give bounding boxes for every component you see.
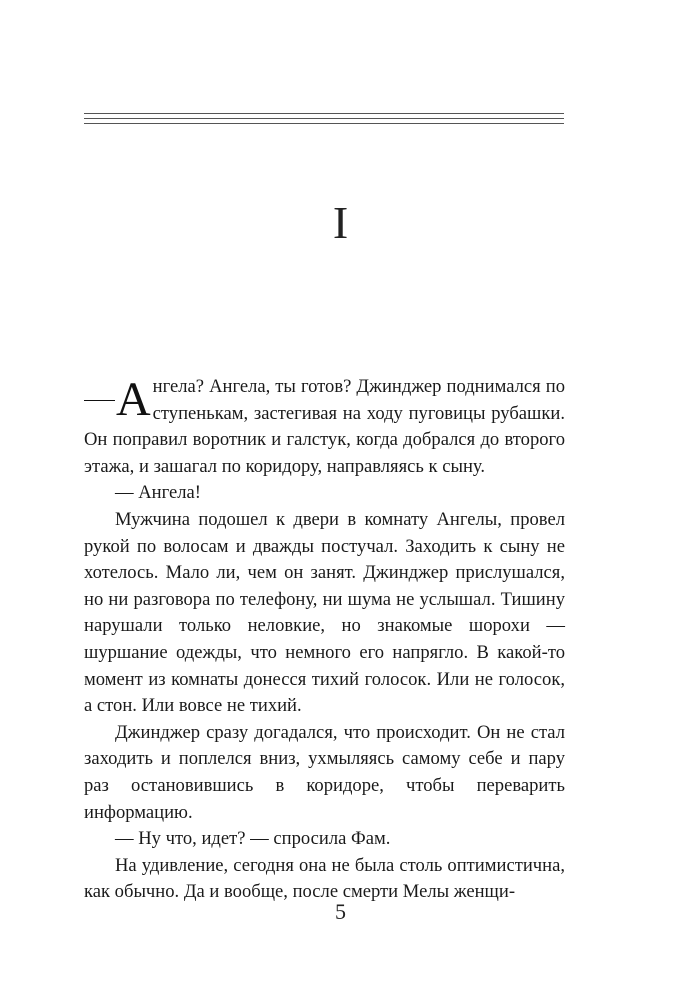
paragraph-text: нгела? Ангела, ты готов? Джинджер поднимался по ступенькам, застегивая на ходу пуговицы рубашки. Он поправил воротник и галстук, когда добрался до второго этажа, и зашагал по коридору, направляясь к сыну. bbox=[84, 376, 565, 477]
paragraph bbox=[84, 374, 565, 480]
dialogue-dash bbox=[84, 400, 115, 401]
paragraph: Мужчина подошел к двери в комнату Ангелы, провел рукой по волосам и дважды постучал. Заходить к сыну не хотелось. Мало ли, чем он занят. Джинджер прислушался, но ни разговора по телефону, ни шума не услышал. Тишину нарушали только неловкие, но знакомые шорохи — шуршание одежды, что немного его напрягло. В какой-то момент из комнаты донесся тихий голосок. Или не голосок, а стон. Или вовсе не тихий. bbox=[84, 508, 565, 717]
page-number: 5 bbox=[335, 899, 346, 924]
header-rule-top bbox=[84, 113, 564, 114]
drop-cap: А bbox=[116, 373, 151, 426]
header-rule-bottom bbox=[84, 123, 564, 124]
body-text bbox=[84, 374, 565, 906]
paragraph: Джинджер сразу догадался, что происходит. Он не стал заходить и поплелся вниз, ухмыляясь самому себе и пару раз остановившись в коридоре, чтобы переварить информацию. bbox=[84, 721, 565, 823]
paragraph: На удивление, сегодня она не была столь оптимистична, как обычно. Да и вообще, после смерти Мелы женщи- bbox=[84, 854, 565, 903]
chapter-numeral: I bbox=[332, 197, 349, 248]
header-rule-middle bbox=[84, 118, 564, 119]
paragraph: — Ну что, идет? — спросила Фам. bbox=[115, 828, 391, 850]
paragraph: — Ангела! bbox=[115, 482, 201, 504]
